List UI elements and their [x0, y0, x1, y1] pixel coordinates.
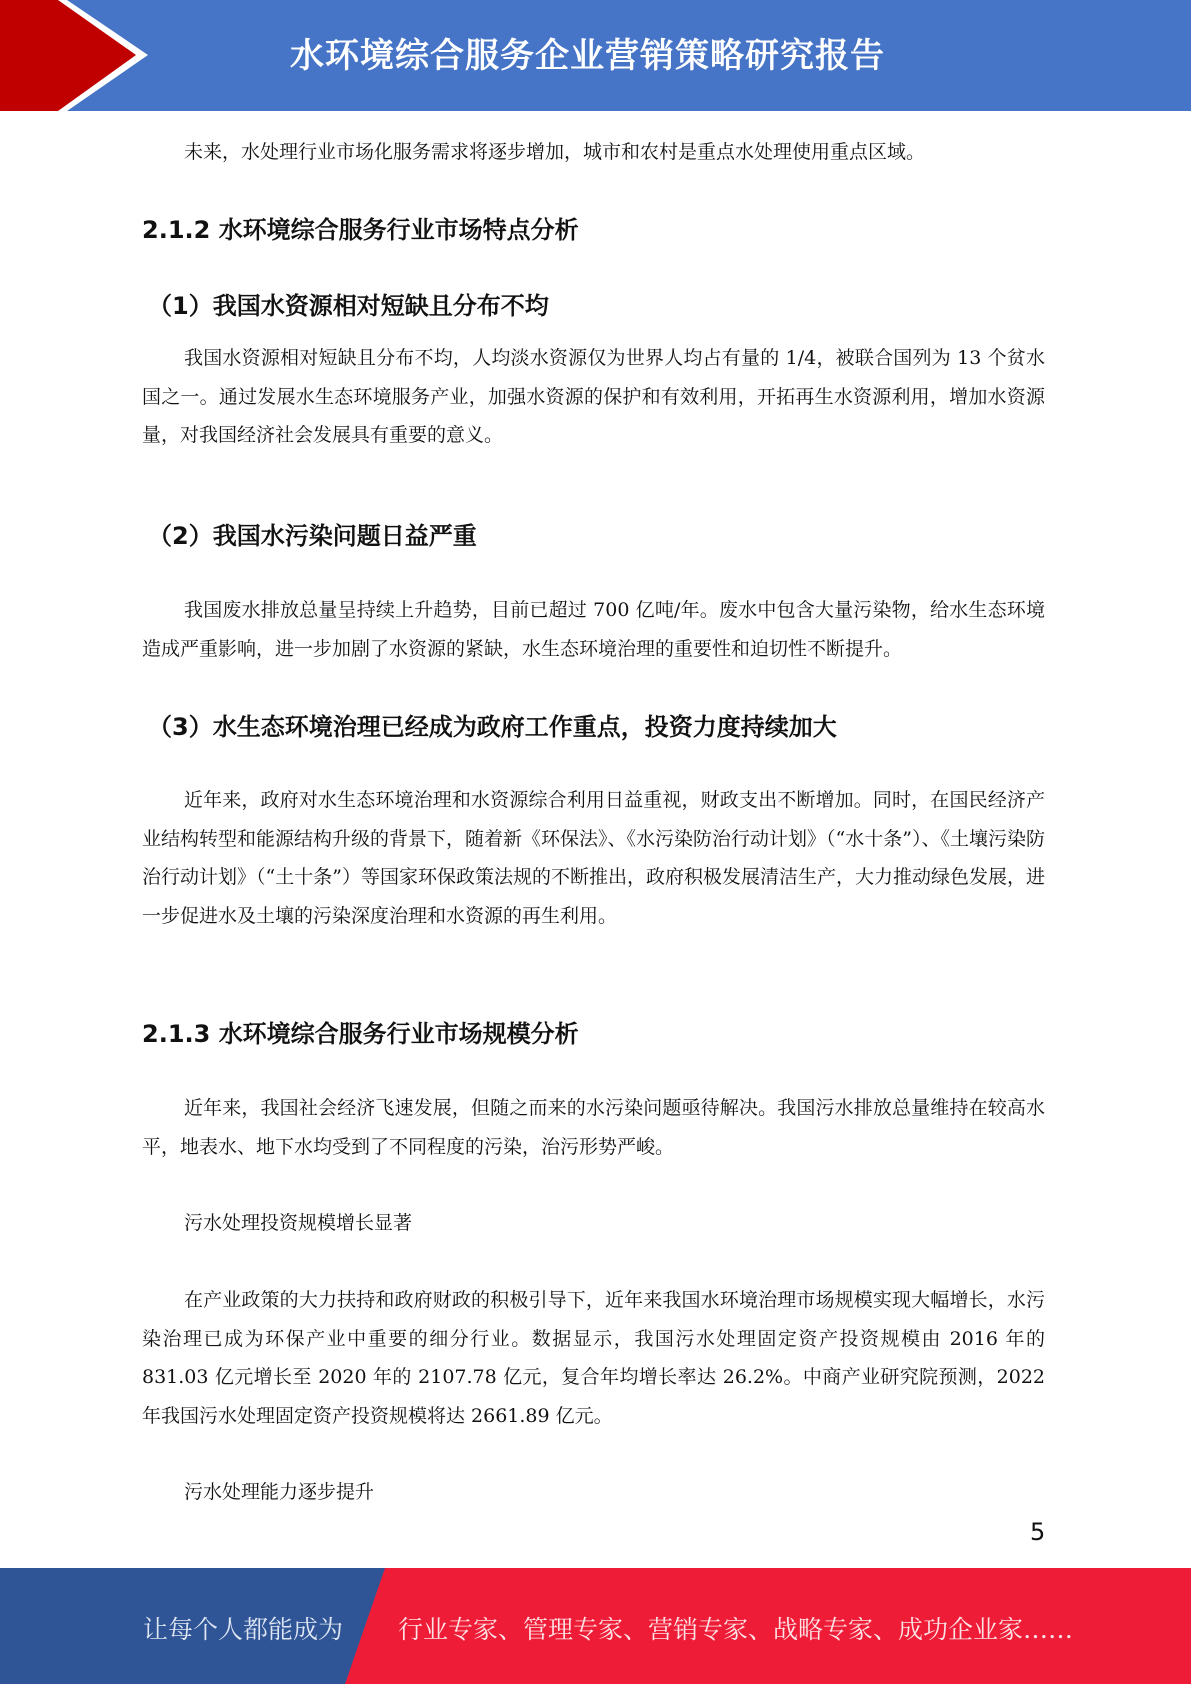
footer-slogan-right: 行业专家、管理专家、营销专家、战略专家、成功企业家……	[398, 1615, 1074, 1644]
section-heading-2-1-2: 2.1.2 水环境综合服务行业市场特点分析	[142, 216, 579, 244]
page-header	[0, 0, 1191, 111]
subheading-1: （1）我国水资源相对短缺且分布不均	[148, 292, 549, 320]
intro-paragraph: 未来，水处理行业市场化服务需求将逐步增加，城市和农村是重点水处理使用重点区域。	[184, 141, 926, 163]
paragraph-water-shortage: 我国水资源相对短缺且分布不均，人均淡水资源仅为世界人均占有量的 1/4，被联合国列为 13 个贫水国之一。通过发展水生态环境服务产业，加强水资源的保护和有效利用，开拓再生水资源利用，增加水资源量，对我国经济社会发展具有重要的意义。	[142, 347, 1045, 446]
footer-slogan-left: 让每个人都能成为	[143, 1615, 344, 1644]
page-number: 5	[1030, 1518, 1046, 1546]
label-capacity: 污水处理能力逐步提升	[184, 1481, 375, 1503]
header-title: 水环境综合服务企业营销策略研究报告	[290, 36, 885, 76]
section-heading-2-1-3: 2.1.3 水环境综合服务行业市场规模分析	[142, 1020, 579, 1048]
paragraph-market-scale: 近年来，我国社会经济飞速发展，但随之而来的水污染问题亟待解决。我国污水排放总量维持在较高水平，地表水、地下水均受到了不同程度的污染，治污形势严峻。	[142, 1097, 1045, 1158]
paragraph-investment: 在产业政策的大力扶持和政府财政的积极引导下，近年来我国水环境治理市场规模实现大幅增长，水污染治理已成为环保产业中重要的细分行业。数据显示，我国污水处理固定资产投资规模由 2016 年的 831.03 亿元增长至 2020 年的 2107.78 亿元，复合年均增长率达 26.2%。中商产业研究院预测，2022 年我国污水处理固定资产投资规模将达 2661.89 亿元。	[142, 1289, 1045, 1427]
label-investment-growth: 污水处理投资规模增长显著	[184, 1212, 413, 1234]
paragraph-government-investment: 近年来，政府对水生态环境治理和水资源综合利用日益重视，财政支出不断增加。同时，在国民经济产业结构转型和能源结构升级的背景下，随着新《环保法》、《水污染防治行动计划》（“水十条”）、《土壤污染防治行动计划》（“土十条”）等国家环保政策法规的不断推出，政府积极发展清洁生产，大力推动绿色发展，进一步促进水及土壤的污染深度治理和水资源的再生利用。	[142, 789, 1045, 927]
subheading-2: （2）我国水污染问题日益严重	[148, 522, 477, 550]
subheading-3: （3）水生态环境治理已经成为政府工作重点，投资力度持续加大	[148, 713, 837, 741]
paragraph-water-pollution: 我国废水排放总量呈持续上升趋势，目前已超过 700 亿吨/年。废水中包含大量污染物，给水生态环境造成严重影响，进一步加剧了水资源的紧缺，水生态环境治理的重要性和迫切性不断提升。	[142, 599, 1045, 660]
